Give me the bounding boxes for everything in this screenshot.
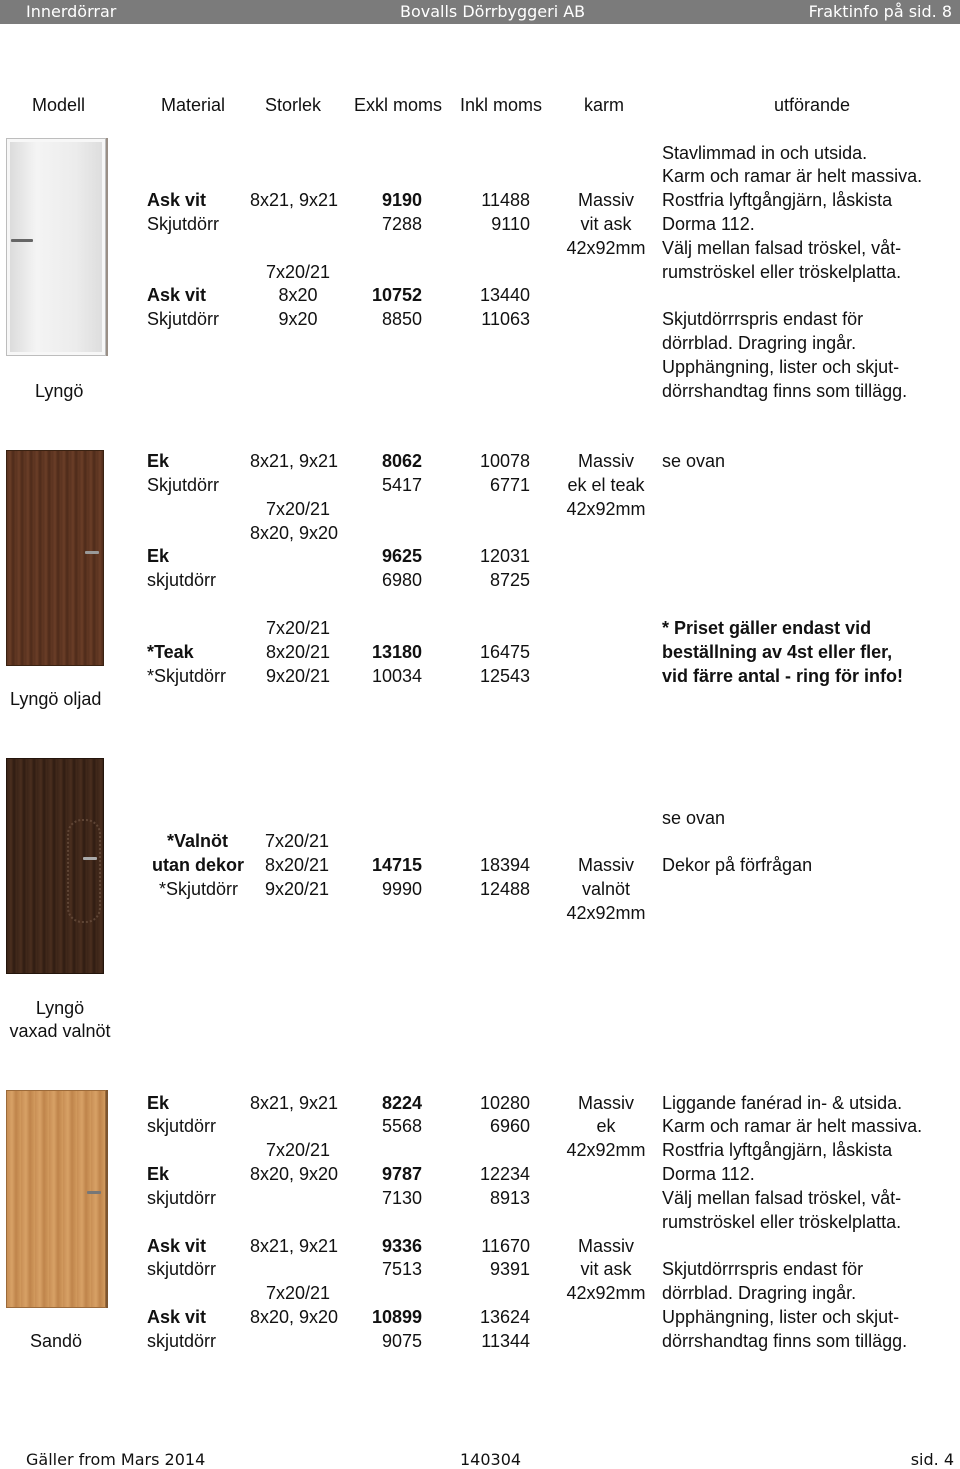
col-material: Material — [161, 95, 226, 115]
price-exkl-5: 7130 — [381, 1188, 422, 1208]
size-10: 8x20, 9x20 — [250, 1307, 339, 1327]
price-inkl-6: 8725 — [489, 570, 530, 590]
material-5: skjutdörr — [147, 1188, 217, 1208]
model-name-valnot-2: vaxad valnöt — [9, 1021, 111, 1041]
desc-line: Rostfria lyftgångjärn, låskista — [662, 1140, 893, 1160]
model-name-oljad: Lyngö oljad — [10, 689, 102, 709]
material-11: skjutdörr — [147, 1331, 217, 1351]
desc-line: Liggande fanérad in- & utsida. — [662, 1093, 903, 1113]
col-karm: karm — [584, 95, 624, 115]
desc-line: Skjutdörrrspris endast för — [662, 1259, 864, 1279]
desc-line: Välj mellan falsad tröskel, våt- — [662, 238, 902, 258]
desc-line: Skjutdörrrspris endast för — [662, 309, 864, 329]
size-2: 8x20/21 — [265, 855, 330, 875]
size-8: 8x20/21 — [265, 642, 331, 662]
footer-validity: Gäller from Mars 2014 — [26, 1450, 206, 1469]
col-utforande: utförande — [774, 95, 851, 115]
price-exkl-2: 14715 — [371, 855, 422, 875]
karm-2: ek — [596, 1116, 616, 1136]
size-7: 8x21, 9x21 — [250, 1236, 339, 1256]
col-storlek: Storlek — [265, 95, 322, 115]
price-inkl-2: 9110 — [491, 214, 530, 234]
price-inkl-1: 11488 — [481, 190, 530, 210]
material-2: skjutdörr — [147, 1116, 217, 1136]
material-2: Skjutdörr — [147, 214, 220, 234]
price-exkl-8: 7513 — [381, 1259, 422, 1279]
karm-2: vit ask — [580, 214, 632, 234]
karm-3: 42x92mm — [566, 499, 646, 519]
price-inkl-7: 11670 — [481, 1236, 530, 1256]
size-1: 8x21, 9x21 — [250, 451, 339, 471]
karm-9: 42x92mm — [566, 1283, 646, 1303]
size-1: 7x20/21 — [265, 831, 330, 851]
price-exkl-3: 9990 — [381, 879, 422, 899]
footer-page-number: sid. 4 — [910, 1450, 954, 1469]
col-exkl: Exkl moms — [354, 95, 443, 115]
price-inkl-4: 12234 — [479, 1164, 530, 1184]
material-1: Ask vit — [147, 190, 207, 210]
desc-line: rumströskel eller tröskelplatta. — [662, 262, 902, 282]
price-inkl-10: 13624 — [479, 1307, 530, 1327]
price-exkl-1: 9190 — [381, 190, 422, 210]
material-5: Ek — [147, 546, 170, 566]
material-4: Ek — [147, 1164, 170, 1184]
desc-line: Upphängning, lister och skjut- — [662, 357, 900, 377]
desc-line: Rostfria lyftgångjärn, låskista — [662, 190, 893, 210]
price-exkl-5: 9625 — [381, 546, 422, 566]
size-3: 7x20/21 — [265, 499, 331, 519]
size-5: 8x20 — [278, 285, 318, 305]
model-name-lyngo: Lyngö — [35, 381, 84, 401]
karm-7: Massiv — [577, 1236, 634, 1256]
door-image-valnot — [6, 758, 104, 974]
header-right: Fraktinfo på sid. 8 — [808, 2, 952, 21]
model-name-valnot-1: Lyngö — [35, 998, 85, 1018]
material-2: Skjutdörr — [147, 475, 220, 495]
header-left: Innerdörrar — [26, 2, 117, 21]
material-10: Ask vit — [147, 1307, 207, 1327]
price-exkl-6: 8850 — [381, 309, 422, 329]
karm-2: ek el teak — [567, 475, 645, 495]
desc-line: dörrblad. Dragring ingår. — [662, 1283, 857, 1303]
desc-line: Dorma 112. — [662, 1164, 755, 1184]
desc-line: Dorma 112. — [662, 214, 755, 234]
col-inkl: Inkl moms — [460, 95, 543, 115]
size-4: 7x20/21 — [265, 262, 331, 282]
price-exkl-10: 10899 — [371, 1307, 422, 1327]
karm-1: Massiv — [577, 190, 634, 210]
size-1: 8x21, 9x21 — [250, 190, 339, 210]
size-7: 7x20/21 — [265, 618, 331, 638]
price-inkl-5: 8913 — [489, 1188, 530, 1208]
desc-line: Karm och ramar är helt massiva. — [662, 1116, 923, 1136]
material-1: Ek — [147, 1093, 170, 1113]
karm-3: 42x92mm — [566, 238, 646, 258]
price-exkl-1: 8062 — [381, 451, 422, 471]
size-1: 8x21, 9x21 — [250, 1093, 339, 1113]
page-header — [0, 0, 960, 24]
karm-1: Massiv — [577, 1093, 634, 1113]
material-3: *Skjutdörr — [158, 879, 238, 899]
price-inkl-3: 12488 — [479, 879, 530, 899]
price-exkl-9: 10034 — [371, 666, 422, 686]
price-inkl-2: 18394 — [479, 855, 530, 875]
price-exkl-2: 5568 — [381, 1116, 422, 1136]
price-exkl-7: 9336 — [381, 1236, 422, 1256]
material-2: utan dekor — [151, 855, 244, 875]
price-exkl-11: 9075 — [381, 1331, 422, 1351]
material-6: Skjutdörr — [147, 309, 220, 329]
price-inkl-1: 10280 — [479, 1093, 530, 1113]
price-exkl-5: 10752 — [371, 285, 422, 305]
price-exkl-2: 5417 — [381, 475, 422, 495]
model-name-sando: Sandö — [30, 1331, 83, 1351]
price-inkl-8: 9391 — [489, 1259, 530, 1279]
karm-1: Massiv — [577, 451, 634, 471]
price-exkl-6: 6980 — [381, 570, 422, 590]
desc-line: dörrshandtag finns som tillägg. — [662, 1331, 908, 1351]
size-3: 9x20/21 — [265, 879, 330, 899]
material-7: Ask vit — [147, 1236, 207, 1256]
price-inkl-8: 16475 — [479, 642, 530, 662]
note-line: vid färre antal - ring för info! — [662, 666, 904, 686]
price-inkl-11: 11344 — [481, 1331, 530, 1351]
footer-code: 140304 — [460, 1450, 522, 1469]
col-modell: Modell — [32, 95, 86, 115]
desc-line: se ovan — [662, 451, 726, 471]
price-inkl-9: 12543 — [479, 666, 530, 686]
desc-line: dörrblad. Dragring ingår. — [662, 333, 857, 353]
size-4: 8x20, 9x20 — [250, 1164, 339, 1184]
size-6: 9x20 — [278, 309, 318, 329]
price-exkl-8: 13180 — [371, 642, 422, 662]
price-inkl-5: 12031 — [479, 546, 530, 566]
desc-line: Stavlimmad in och utsida. — [662, 143, 868, 163]
price-inkl-2: 6960 — [489, 1116, 530, 1136]
price-exkl-1: 8224 — [381, 1093, 422, 1113]
desc-line: Upphängning, lister och skjut- — [662, 1307, 900, 1327]
material-5: Ask vit — [147, 285, 207, 305]
price-inkl-5: 13440 — [479, 285, 530, 305]
desc-line: Välj mellan falsad tröskel, våt- — [662, 1188, 902, 1208]
desc-line: se ovan — [662, 808, 726, 828]
note-line: * Priset gäller endast vid — [662, 618, 872, 638]
material-8: skjutdörr — [147, 1259, 217, 1279]
door-image-lyngo — [6, 138, 106, 356]
size-9: 7x20/21 — [265, 1283, 331, 1303]
door-image-sando — [6, 1090, 106, 1308]
size-9: 9x20/21 — [265, 666, 331, 686]
material-9: *Skjutdörr — [147, 666, 227, 686]
material-8: *Teak — [147, 642, 194, 662]
desc-line: dörrshandtag finns som tillägg. — [662, 381, 908, 401]
karm-3: valnöt — [581, 879, 631, 899]
karm-8: vit ask — [580, 1259, 632, 1279]
material-6: skjutdörr — [147, 570, 217, 590]
material-1: Ek — [147, 451, 170, 471]
karm-2: Massiv — [577, 855, 634, 875]
note-line: beställning av 4st eller fler, — [662, 642, 893, 662]
karm-4: 42x92mm — [566, 903, 646, 923]
size-4: 8x20, 9x20 — [250, 523, 339, 543]
desc-line: Dekor på förfrågan — [662, 855, 813, 875]
size-3: 7x20/21 — [265, 1140, 331, 1160]
price-exkl-2: 7288 — [381, 214, 422, 234]
karm-3: 42x92mm — [566, 1140, 646, 1160]
door-image-lyngo-oljad — [6, 450, 104, 666]
price-inkl-2: 6771 — [489, 475, 530, 495]
header-center: Bovalls Dörrbyggeri AB — [400, 2, 586, 21]
price-inkl-1: 10078 — [479, 451, 530, 471]
price-inkl-6: 11063 — [481, 309, 530, 329]
price-exkl-4: 9787 — [381, 1164, 422, 1184]
desc-line: Karm och ramar är helt massiva. — [662, 166, 923, 186]
desc-line: rumströskel eller tröskelplatta. — [662, 1212, 902, 1232]
material-1: *Valnöt — [166, 831, 228, 851]
